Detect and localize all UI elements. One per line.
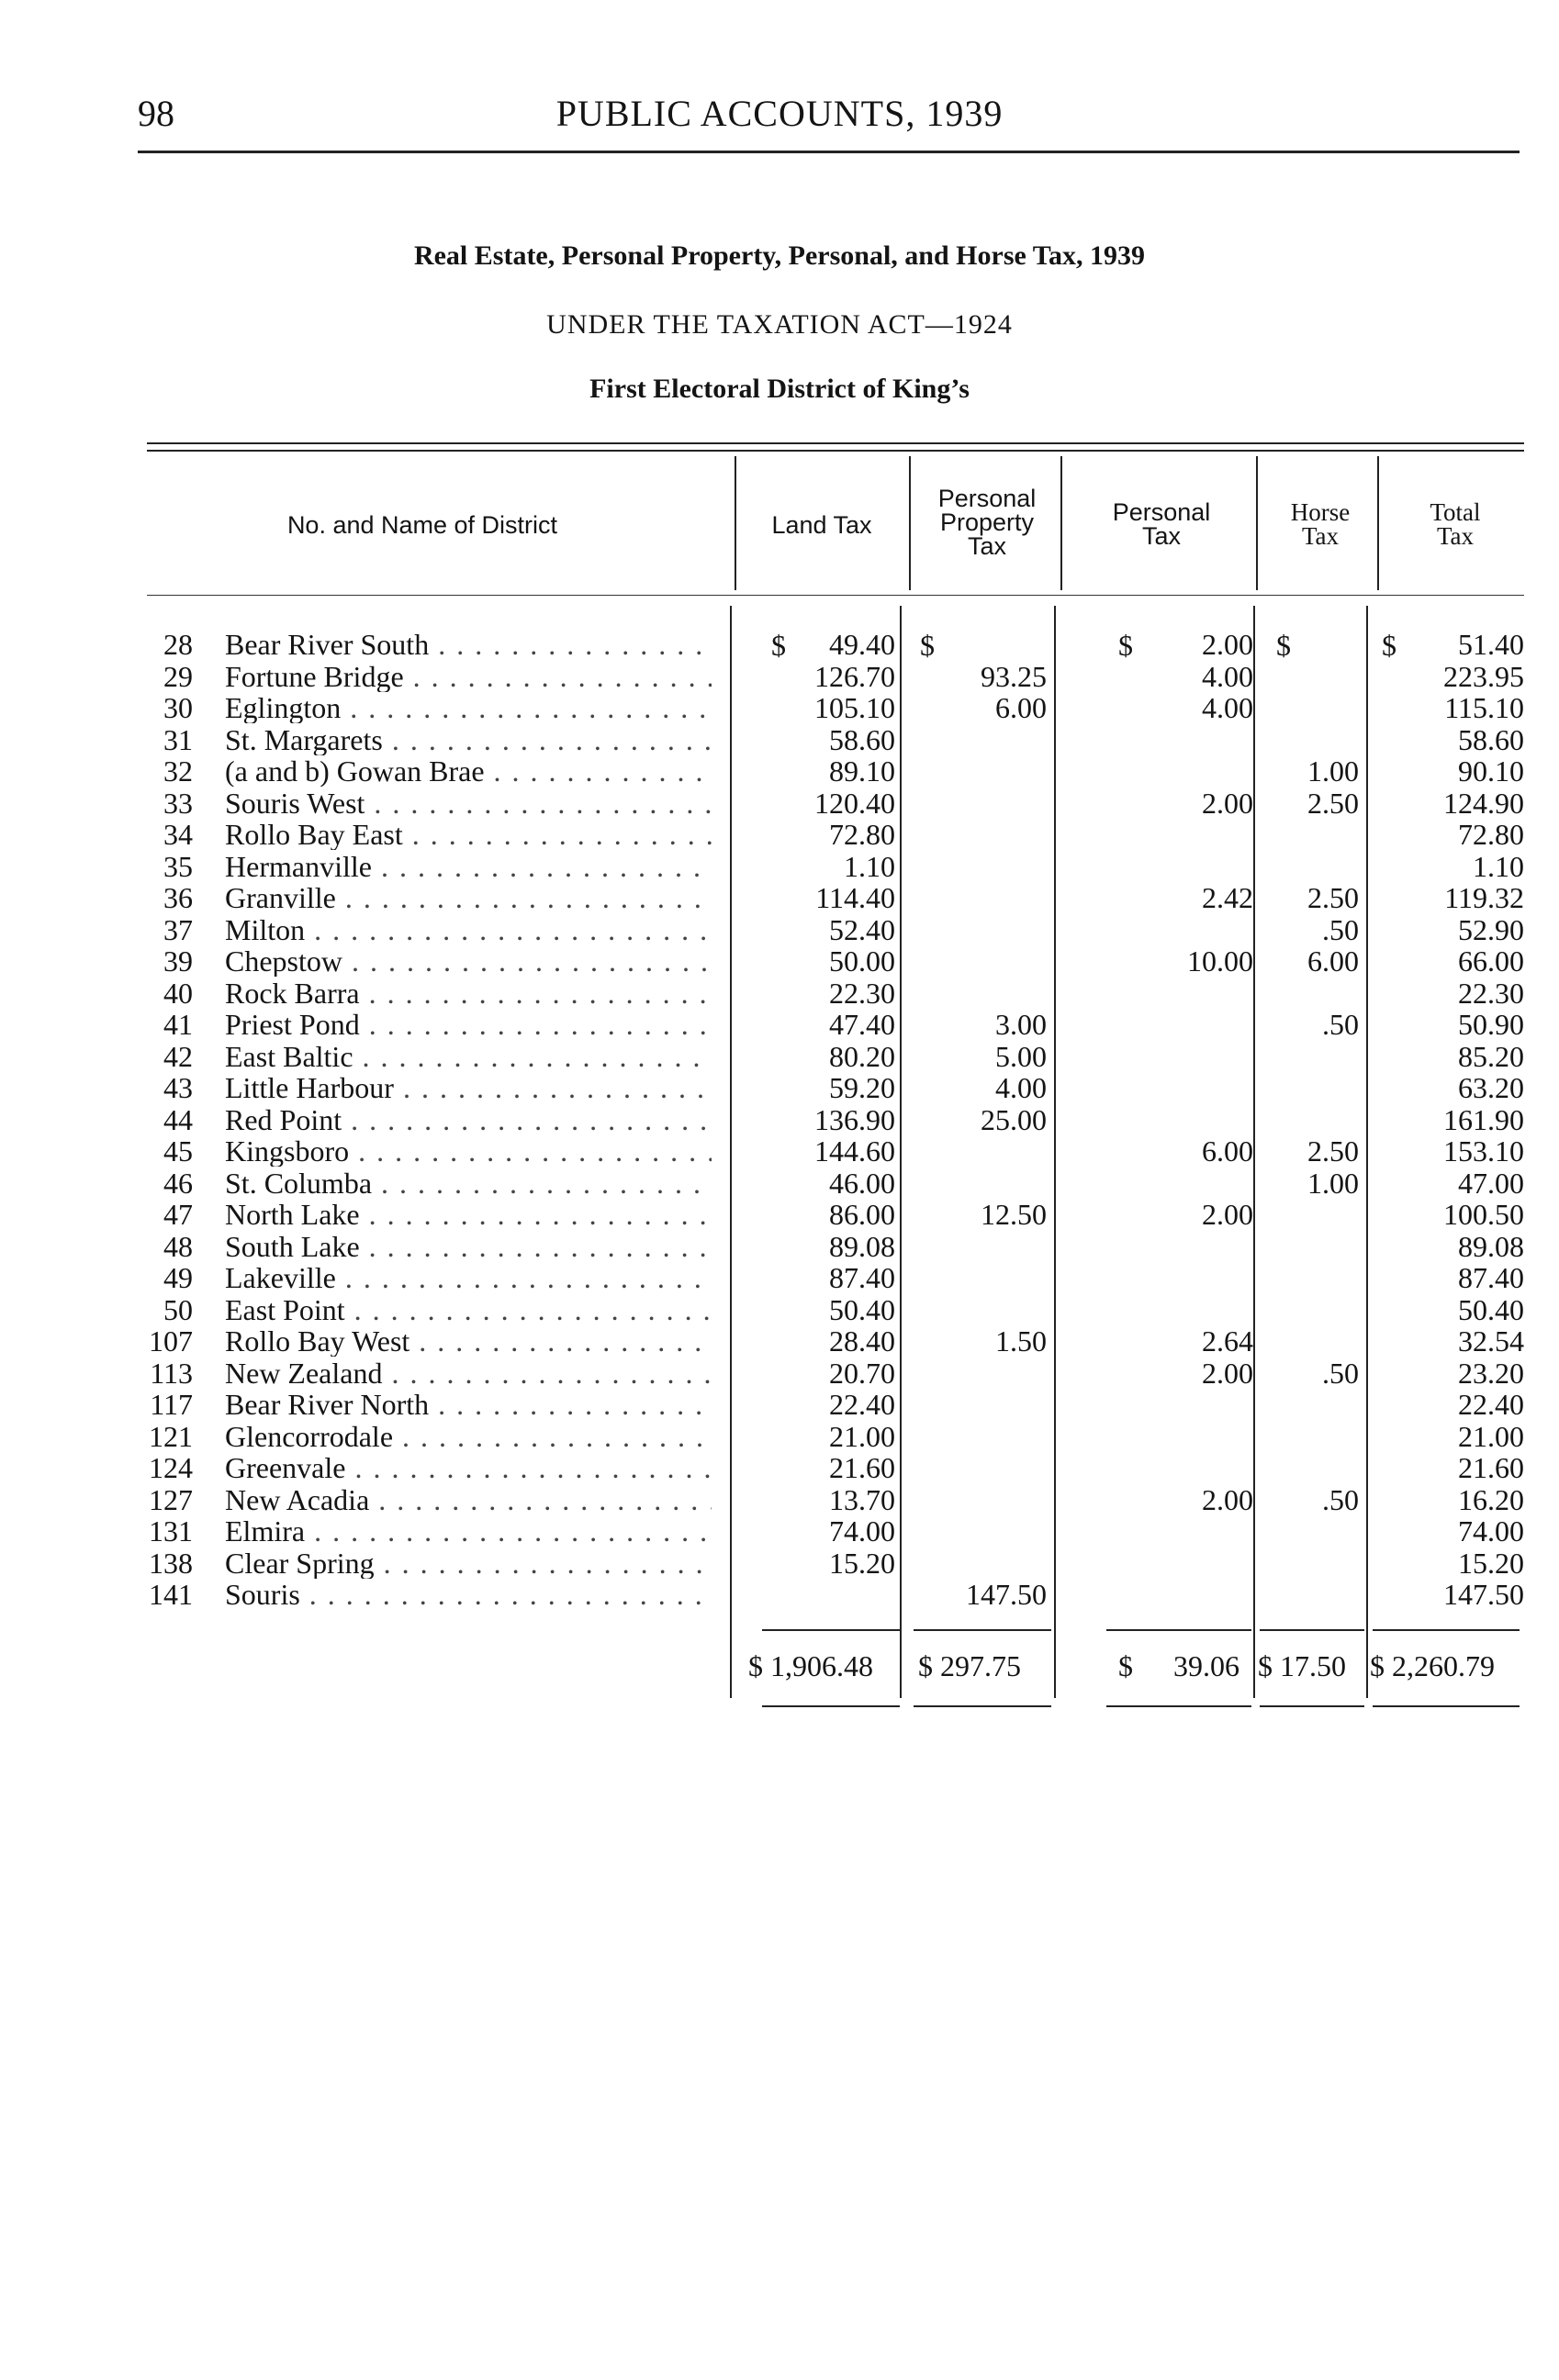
header-line: Personal [1112, 498, 1211, 526]
district-name: Elmira . . . [225, 1515, 712, 1547]
personal-tax: 6.00 [1202, 1134, 1253, 1168]
district-number: 50 [163, 1293, 193, 1326]
currency-symbol: $ [1382, 629, 1396, 662]
district-number: 30 [163, 691, 193, 724]
horse-tax: .50 [1322, 1008, 1359, 1041]
table-row [0, 851, 1559, 882]
land-tax: 47.40 [829, 1008, 895, 1041]
district-number: 39 [163, 944, 193, 978]
table-row [0, 1135, 1559, 1167]
column-header-horse-tax [1261, 500, 1380, 548]
horse-tax: 1.00 [1307, 1167, 1359, 1200]
district-number: 48 [163, 1230, 193, 1263]
horse-tax: 2.50 [1307, 881, 1359, 914]
land-tax: 136.90 [814, 1103, 895, 1136]
header-line: Total [1430, 498, 1481, 526]
total-tax: 21.60 [1458, 1451, 1524, 1484]
total-personal-property-tax: $ 297.75 [918, 1649, 1021, 1682]
land-tax: 15.20 [829, 1547, 895, 1580]
table-row [0, 978, 1559, 1009]
district-number: 42 [163, 1040, 193, 1073]
table-top-rule [147, 442, 1524, 444]
total-rule [914, 1705, 1051, 1707]
total-tax: 32.54 [1458, 1324, 1524, 1358]
total-tax: 58.60 [1458, 723, 1524, 756]
table-row [0, 882, 1559, 913]
total-rule [1106, 1705, 1251, 1707]
personal-property-tax: 147.50 [966, 1578, 1047, 1611]
table-row [0, 1579, 1559, 1610]
total-tax: 87.40 [1458, 1261, 1524, 1294]
currency-symbol: $ [920, 629, 935, 662]
district-number: 41 [163, 1008, 193, 1041]
header-divider [1060, 456, 1062, 590]
grand-total: $ 2,260.79 [1370, 1649, 1495, 1682]
land-tax: 20.70 [829, 1357, 895, 1390]
district-number: 36 [163, 881, 193, 914]
header-divider [735, 456, 736, 590]
land-tax: 22.40 [829, 1388, 895, 1421]
total-land-tax: $ 1,906.48 [748, 1649, 873, 1682]
personal-property-tax: 12.50 [981, 1198, 1047, 1231]
district-name: Red Point . . . [225, 1104, 712, 1135]
column-header-land-tax: Land Tax [771, 511, 872, 539]
district-number: 33 [163, 787, 193, 820]
total-tax: 85.20 [1458, 1040, 1524, 1073]
district-number: 40 [163, 977, 193, 1010]
district-name: Souris West . . . [225, 788, 712, 819]
land-tax: 86.00 [829, 1198, 895, 1231]
district-name: (a and b) Gowan Brae . . . [225, 755, 712, 787]
land-tax: 114.40 [815, 881, 895, 914]
horse-tax: .50 [1322, 1483, 1359, 1516]
personal-property-tax: 5.00 [995, 1040, 1047, 1073]
land-tax: 52.40 [829, 913, 895, 946]
land-tax: 120.40 [814, 787, 895, 820]
horse-tax: 2.50 [1307, 787, 1359, 820]
district-name: Granville . . . [225, 882, 712, 913]
land-tax: 58.60 [829, 723, 895, 756]
column-header-total-tax [1382, 500, 1529, 548]
table-row [0, 1294, 1559, 1325]
currency-symbol: $ [771, 629, 786, 662]
personal-tax: 4.00 [1202, 691, 1253, 724]
personal-tax: 2.64 [1202, 1324, 1253, 1358]
personal-property-tax: 6.00 [995, 691, 1047, 724]
table-row [0, 945, 1559, 977]
district-name: Kingsboro . . . [225, 1135, 712, 1167]
table-row [0, 1262, 1559, 1293]
total-tax: 52.90 [1458, 913, 1524, 946]
land-tax: 144.60 [814, 1134, 895, 1168]
district-name: Clear Spring . . . [225, 1548, 712, 1579]
district-number: 127 [149, 1483, 193, 1516]
header-line: Personal [937, 485, 1037, 512]
land-tax: 22.30 [829, 977, 895, 1010]
table-row [0, 755, 1559, 787]
column-header-name: No. and Name of District [286, 511, 558, 539]
personal-tax: 2.00 [1202, 1357, 1253, 1390]
district-name: Milton . . . [225, 914, 712, 945]
total-rule [1260, 1629, 1364, 1631]
header-line: Tax [1141, 522, 1182, 550]
personal-property-tax: 1.50 [995, 1324, 1047, 1358]
district-number: 117 [150, 1388, 193, 1421]
header-line: Horse [1290, 498, 1351, 526]
district-name: St. Margarets . . . [225, 724, 712, 755]
total-rule [1260, 1705, 1364, 1707]
district-name: Rollo Bay East . . . [225, 819, 712, 850]
total-rule [1373, 1705, 1520, 1707]
total-tax: 15.20 [1458, 1547, 1524, 1580]
district-name: Glencorrodale . . . [225, 1421, 712, 1452]
land-tax: 50.00 [829, 944, 895, 978]
district-number: 34 [163, 818, 193, 851]
district-number: 32 [163, 754, 193, 788]
total-tax: 115.10 [1444, 691, 1524, 724]
district-number: 107 [149, 1324, 193, 1358]
personal-tax: 2.00 [1202, 1483, 1253, 1516]
district-name: Bear River South . . . [225, 629, 712, 660]
total-tax: 22.40 [1458, 1388, 1524, 1421]
district-number: 113 [150, 1357, 193, 1390]
total-tax: 63.20 [1458, 1071, 1524, 1104]
district-name: Souris . . . [225, 1579, 712, 1610]
district-number: 45 [163, 1134, 193, 1168]
land-tax: 1.10 [844, 850, 895, 883]
personal-tax: 10.00 [1187, 944, 1253, 978]
total-tax: 74.00 [1458, 1514, 1524, 1548]
header-line: Tax [967, 532, 1007, 560]
table-row [0, 1231, 1559, 1262]
land-tax: 50.40 [829, 1293, 895, 1326]
horse-tax: .50 [1322, 913, 1359, 946]
header-divider [909, 456, 911, 590]
land-tax: 89.08 [829, 1230, 895, 1263]
total-tax: 51.40 [1458, 628, 1524, 661]
total-tax: 1.10 [1473, 850, 1524, 883]
total-personal-tax-symbol: $ [1118, 1649, 1133, 1682]
district-name: Little Harbour . . . [225, 1072, 712, 1103]
total-rule [762, 1705, 900, 1707]
land-tax: 72.80 [829, 818, 895, 851]
district-number: 35 [163, 850, 193, 883]
running-head: PUBLIC ACCOUNTS, 1939 [555, 93, 1004, 134]
table-row [0, 661, 1559, 692]
table-row [0, 788, 1559, 819]
table-row [0, 1452, 1559, 1483]
district-number: 28 [163, 628, 193, 661]
land-tax: 74.00 [829, 1514, 895, 1548]
district-name: Eglington . . . [225, 692, 712, 723]
total-tax: 100.50 [1443, 1198, 1524, 1231]
total-tax: 47.00 [1458, 1167, 1524, 1200]
column-header-personal-tax [1065, 500, 1258, 548]
horse-tax: 6.00 [1307, 944, 1359, 978]
header-bottom-rule [147, 595, 1524, 596]
district-number: 121 [149, 1420, 193, 1453]
total-tax: 90.10 [1458, 754, 1524, 788]
total-tax: 153.10 [1443, 1134, 1524, 1168]
total-tax: 66.00 [1458, 944, 1524, 978]
district-name: St. Columba . . . [225, 1168, 712, 1199]
total-tax: 22.30 [1458, 977, 1524, 1010]
total-tax: 119.32 [1444, 881, 1524, 914]
land-tax: 46.00 [829, 1167, 895, 1200]
total-horse-tax: $ 17.50 [1258, 1649, 1346, 1682]
table-row [0, 1484, 1559, 1515]
horse-tax: 1.00 [1307, 754, 1359, 788]
table-row [0, 1168, 1559, 1199]
personal-tax: 4.00 [1202, 660, 1253, 693]
district-name: Chepstow . . . [225, 945, 712, 977]
table-row [0, 1104, 1559, 1135]
table-row [0, 1515, 1559, 1547]
district-name: New Acadia . . . [225, 1484, 712, 1515]
table-row [0, 1009, 1559, 1040]
land-tax: 80.20 [829, 1040, 895, 1073]
district-number: 31 [163, 723, 193, 756]
personal-property-tax: 4.00 [995, 1071, 1047, 1104]
header-line: Tax [1436, 522, 1475, 550]
district-name: South Lake . . . [225, 1231, 712, 1262]
table-row [0, 1325, 1559, 1357]
total-tax: 89.08 [1458, 1230, 1524, 1263]
land-tax: 28.40 [829, 1324, 895, 1358]
personal-property-tax: 25.00 [981, 1103, 1047, 1136]
district-name: East Baltic . . . [225, 1041, 712, 1072]
horse-tax: 2.50 [1307, 1134, 1359, 1168]
district-name: Lakeville . . . [225, 1262, 712, 1293]
district-number: 131 [149, 1514, 193, 1548]
table-row [0, 1389, 1559, 1420]
land-tax: 21.00 [829, 1420, 895, 1453]
total-tax: 124.90 [1443, 787, 1524, 820]
horse-tax: .50 [1322, 1357, 1359, 1390]
personal-tax: 2.00 [1202, 787, 1253, 820]
district-number: 37 [163, 913, 193, 946]
land-tax: 87.40 [829, 1261, 895, 1294]
land-tax: 49.40 [829, 628, 895, 661]
personal-property-tax: 3.00 [995, 1008, 1047, 1041]
table-row [0, 1421, 1559, 1452]
district-name: Hermanville . . . [225, 851, 712, 882]
land-tax: 105.10 [814, 691, 895, 724]
district-name: Bear River North . . . [225, 1389, 712, 1420]
district-number: 49 [163, 1261, 193, 1294]
district-name: Rollo Bay West . . . [225, 1325, 712, 1357]
district-number: 29 [163, 660, 193, 693]
total-tax: 16.20 [1458, 1483, 1524, 1516]
land-tax: 89.10 [829, 754, 895, 788]
total-tax: 23.20 [1458, 1357, 1524, 1390]
table-top-rule-2 [147, 450, 1524, 452]
personal-tax: 2.42 [1202, 881, 1253, 914]
total-tax: 161.90 [1443, 1103, 1524, 1136]
total-tax: 223.95 [1443, 660, 1524, 693]
currency-symbol: $ [1118, 629, 1133, 662]
district-name: New Zealand . . . [225, 1358, 712, 1389]
total-rule [1373, 1629, 1520, 1631]
total-tax: 50.40 [1458, 1293, 1524, 1326]
table-row [0, 724, 1559, 755]
table-row [0, 1199, 1559, 1230]
column-header-personal-property-tax [914, 486, 1060, 558]
district-number: 138 [149, 1547, 193, 1580]
district-number: 46 [163, 1167, 193, 1200]
table-row [0, 819, 1559, 850]
total-rule [762, 1629, 900, 1631]
page-number: 98 [138, 93, 174, 134]
district-number: 141 [149, 1578, 193, 1611]
table-row [0, 692, 1559, 723]
total-tax: 72.80 [1458, 818, 1524, 851]
land-tax: 21.60 [829, 1451, 895, 1484]
table-row [0, 629, 1559, 660]
district-subtitle: First Electoral District of King’s [589, 374, 970, 404]
district-number: 44 [163, 1103, 193, 1136]
header-line: Property [939, 508, 1035, 536]
land-tax: 126.70 [814, 660, 895, 693]
district-name: Fortune Bridge . . . [225, 661, 712, 692]
district-number: 124 [149, 1451, 193, 1484]
personal-tax: 2.00 [1202, 1198, 1253, 1231]
land-tax: 13.70 [829, 1483, 895, 1516]
total-tax: 50.90 [1458, 1008, 1524, 1041]
district-name: North Lake . . . [225, 1199, 712, 1230]
act-subtitle: UNDER THE TAXATION ACT—1924 [546, 309, 1013, 340]
personal-property-tax: 93.25 [981, 660, 1047, 693]
district-name: East Point . . . [225, 1294, 712, 1325]
table-row [0, 1548, 1559, 1579]
district-number: 47 [163, 1198, 193, 1231]
table-title: Real Estate, Personal Property, Personal, and Horse Tax, 1939 [413, 240, 1146, 271]
total-rule [914, 1629, 1051, 1631]
header-rule [138, 151, 1520, 153]
currency-symbol: $ [1276, 629, 1291, 662]
total-rule [1106, 1629, 1251, 1631]
personal-tax: 2.00 [1202, 628, 1253, 661]
total-tax: 147.50 [1443, 1578, 1524, 1611]
header-line: Tax [1301, 522, 1340, 550]
total-tax: 21.00 [1458, 1420, 1524, 1453]
table-row [0, 914, 1559, 945]
district-name: Rock Barra . . . [225, 978, 712, 1009]
table-row [0, 1358, 1559, 1389]
district-name: Greenvale . . . [225, 1452, 712, 1483]
table-row [0, 1072, 1559, 1103]
land-tax: 59.20 [829, 1071, 895, 1104]
total-personal-tax: 39.06 [1173, 1649, 1239, 1682]
table-row [0, 1041, 1559, 1072]
district-name: Priest Pond . . . [225, 1009, 712, 1040]
district-number: 43 [163, 1071, 193, 1104]
